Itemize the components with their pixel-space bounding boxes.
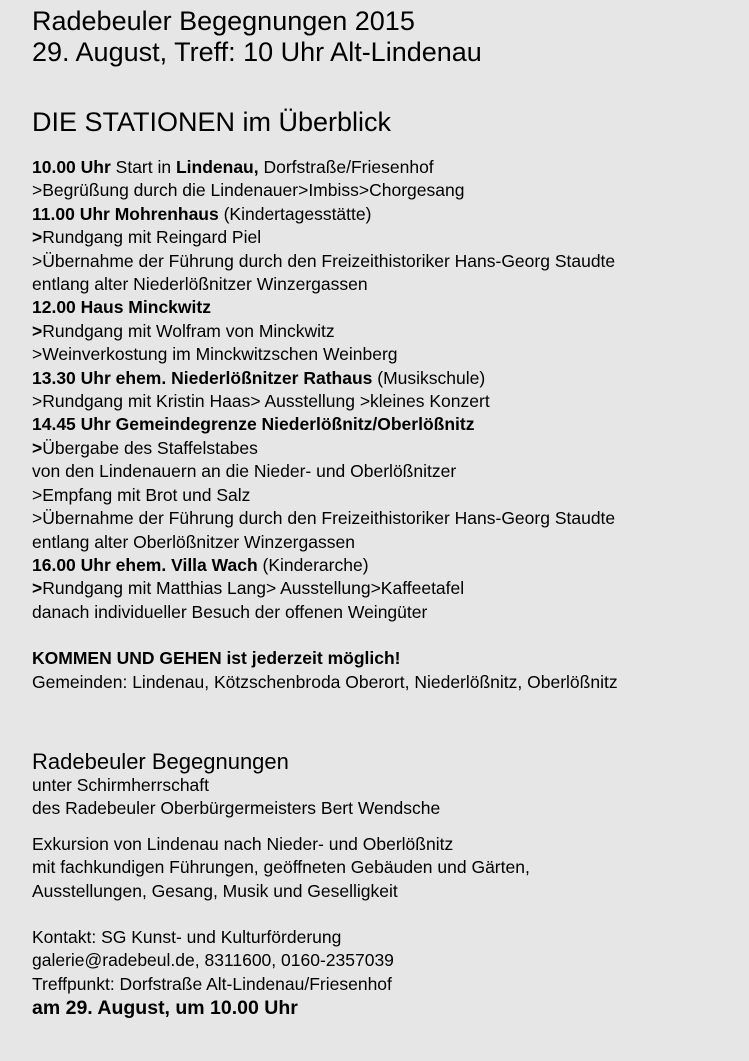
meeting-date: am 29. August, um 10.00 Uhr	[32, 997, 298, 1020]
station-5-heading: 14.45 Uhr Gemeindegrenze Niederlößnitz/Oberlößnitz	[32, 414, 475, 435]
excursion-description: Exkursion von Lindenau nach Nieder- und Oberlößnitz mit fachkundigen Führungen, geöffneten Gebäuden und Gärten, Ausstellungen, Gesang, Musik und Geselligkeit	[32, 833, 530, 901]
station-2-heading: 11.00 Uhr Mohrenhaus (Kindertagesstätte)	[32, 203, 372, 224]
station-6-detail: danach individueller Besuch der offenen Weingüter	[32, 601, 428, 622]
station-2-detail: entlang alter Niederlößnitzer Winzergassen	[32, 274, 368, 295]
station-5-detail: >Empfang mit Brot und Salz	[32, 484, 251, 505]
contact-details: galerie@radebeul.de, 8311600, 0160-2357039	[32, 950, 394, 971]
patronage: unter Schirmherrschaft des Radebeuler Oberbürgermeisters Bert Wendsche	[32, 774, 441, 819]
station-1-heading: 10.00 Uhr Start in Lindenau, Dorfstraße/Friesenhof	[32, 157, 434, 177]
station-time: 10.00 Uhr	[32, 157, 111, 177]
footer-title: Radebeuler Begegnungen	[32, 748, 289, 774]
header-title: Radebeuler Begegnungen 2015	[32, 6, 415, 36]
station-6-heading: 16.00 Uhr ehem. Villa Wach (Kinderarche)	[32, 554, 369, 575]
station-2-detail: >Übernahme der Führung durch den Freizeithistoriker Hans-Georg Staudte	[32, 250, 616, 271]
station-5-detail: >Übergabe des Staffelstabes	[32, 437, 258, 458]
station-2-detail: >Rundgang mit Reingard Piel	[32, 227, 262, 248]
station-3-heading: 12.00 Haus Minckwitz	[32, 297, 211, 318]
footer-block	[32, 749, 744, 1021]
station-3-detail: >Weinverkostung im Minckwitzschen Weinberg	[32, 344, 398, 365]
note-block	[32, 647, 744, 694]
station-5-detail: entlang alter Oberlößnitzer Winzergassen	[32, 531, 355, 552]
station-5-detail: von den Lindenauern an die Nieder- und Oberlößnitzer	[32, 461, 457, 482]
communities-line: Gemeinden: Lindenau, Kötzschenbroda Oberort, Niederlößnitz, Oberlößnitz	[32, 671, 618, 692]
note-headline: KOMMEN UND GEHEN ist jederzeit möglich!	[32, 648, 401, 669]
station-5-detail: >Übernahme der Führung durch den Freizeithistoriker Hans-Georg Staudte	[32, 508, 616, 529]
station-6-detail: >Rundgang mit Matthias Lang> Ausstellung>Kaffeetafel	[32, 578, 465, 599]
station-4-heading: 13.30 Uhr ehem. Niederlößnitzer Rathaus (Musikschule)	[32, 367, 486, 388]
station-4-detail: >Rundgang mit Kristin Haas> Ausstellung >kleines Konzert	[32, 391, 490, 412]
station-3-detail: >Rundgang mit Wolfram von Minckwitz	[32, 320, 335, 341]
station-place: Lindenau,	[175, 157, 259, 177]
contact-org: Kontakt: SG Kunst- und Kulturförderung	[32, 926, 342, 947]
flyer-page	[32, 6, 744, 1021]
station-1-detail: >Begrüßung durch die Lindenauer>Imbiss>Chorgesang	[32, 180, 465, 201]
meeting-point: Treffpunkt: Dorfstraße Alt-Lindenau/Friesenhof	[32, 973, 392, 994]
section-title: DIE STATIONEN im Überblick	[32, 107, 392, 137]
header-date: 29. August, Treff: 10 Uhr Alt-Lindenau	[32, 37, 482, 67]
contact-block	[32, 926, 744, 1021]
stations-list	[32, 156, 744, 624]
